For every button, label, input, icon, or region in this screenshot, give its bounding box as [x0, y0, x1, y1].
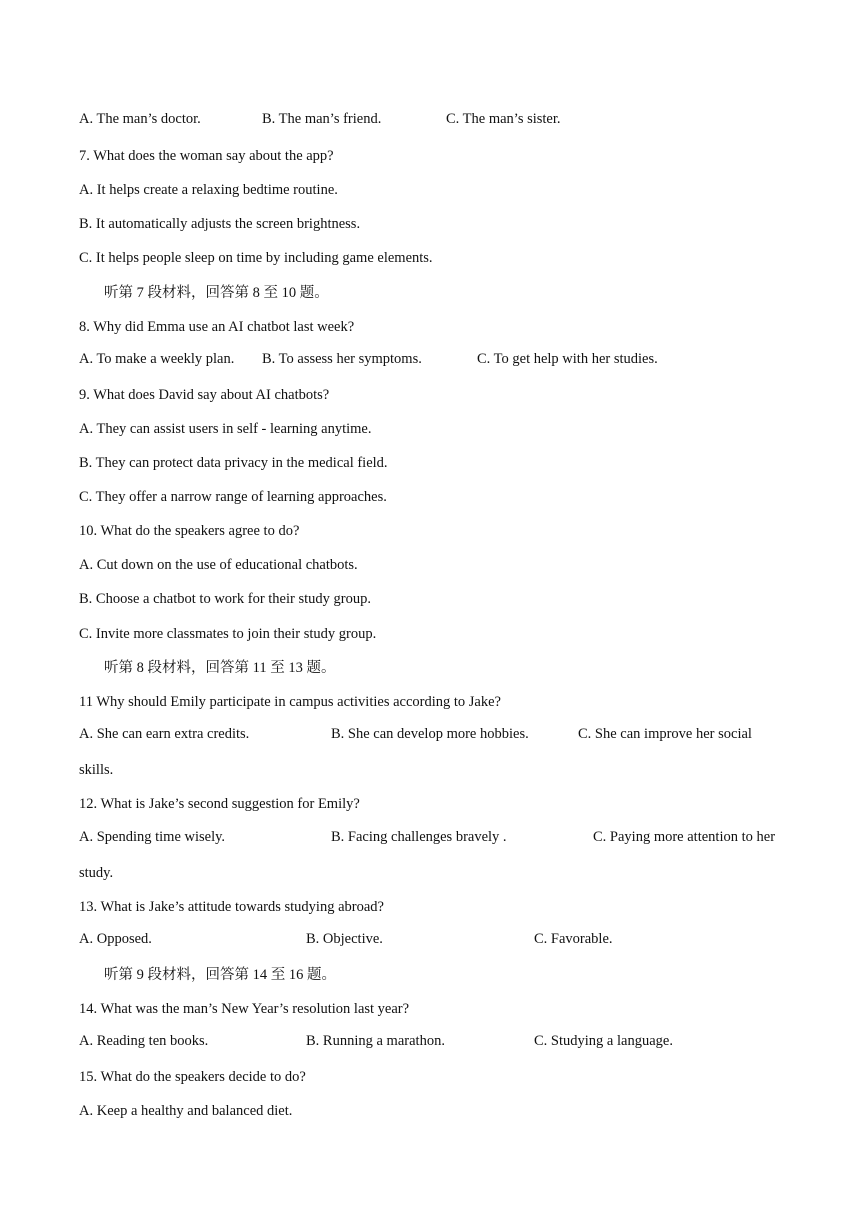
option-b-q11: B. She can develop more hobbies. [331, 726, 529, 742]
option-c-q7: C. It helps people sleep on time by including game elements. [79, 250, 433, 266]
question-7: 7. What does the woman say about the app? [79, 148, 334, 164]
question-13: 13. What is Jake’s attitude towards studying abroad? [79, 899, 384, 915]
option-c-q13: C. Favorable. [534, 931, 613, 947]
option-a-q10: A. Cut down on the use of educational chatbots. [79, 557, 358, 573]
option-c-q12: C. Paying more attention to her [593, 829, 776, 845]
question-10: 10. What do the speakers agree to do? [79, 523, 300, 539]
option-b-q7: B. It automatically adjusts the screen brightness. [79, 216, 361, 232]
option-c-q11-continued: skills. [79, 762, 114, 778]
option-a-q14: A. Reading ten books. [79, 1033, 209, 1049]
option-b-q13: B. Objective. [306, 931, 383, 947]
option-c-q11: C. She can improve her social [578, 726, 752, 742]
option-a-q12: A. Spending time wisely. [79, 829, 226, 845]
section-heading-8: 听第 8 段材料，回答第 11 至 13 题。 [104, 660, 336, 676]
option-c-q14: C. Studying a language. [534, 1033, 673, 1049]
option-a-q8: A. To make a weekly plan. [79, 351, 235, 367]
option-c-q9: C. They offer a narrow range of learning approaches. [79, 489, 387, 505]
option-b-q9: B. They can protect data privacy in the medical field. [79, 455, 388, 471]
question-15: 15. What do the speakers decide to do? [79, 1069, 306, 1085]
question-9: 9. What does David say about AI chatbots? [79, 387, 330, 403]
option-a-q15: A. Keep a healthy and balanced diet. [79, 1103, 293, 1119]
question-11: 11 Why should Emily participate in campus activities according to Jake? [79, 694, 501, 710]
option-b-q6: B. The man’s friend. [262, 111, 382, 127]
option-b-q10: B. Choose a chatbot to work for their study group. [79, 591, 371, 607]
option-c-q10: C. Invite more classmates to join their study group. [79, 626, 377, 642]
option-c-q6: C. The man’s sister. [446, 111, 561, 127]
option-c-q12-continued: study. [79, 865, 114, 881]
option-a-q11: A. She can earn extra credits. [79, 726, 250, 742]
option-b-q14: B. Running a marathon. [306, 1033, 445, 1049]
option-a-q6: A. The man’s doctor. [79, 111, 201, 127]
option-b-q12: B. Facing challenges bravely . [331, 829, 507, 845]
section-heading-7: 听第 7 段材料，回答第 8 至 10 题。 [104, 285, 329, 301]
option-a-q13: A. Opposed. [79, 931, 152, 947]
option-a-q9: A. They can assist users in self - learning anytime. [79, 421, 372, 437]
question-8: 8. Why did Emma use an AI chatbot last week? [79, 319, 355, 335]
question-12: 12. What is Jake’s second suggestion for Emily? [79, 796, 360, 812]
option-b-q8: B. To assess her symptoms. [262, 351, 422, 367]
option-a-q7: A. It helps create a relaxing bedtime routine. [79, 182, 338, 198]
question-14: 14. What was the man’s New Year’s resolution last year? [79, 1001, 410, 1017]
option-c-q8: C. To get help with her studies. [477, 351, 658, 367]
section-heading-9: 听第 9 段材料，回答第 14 至 16 题。 [104, 967, 336, 983]
